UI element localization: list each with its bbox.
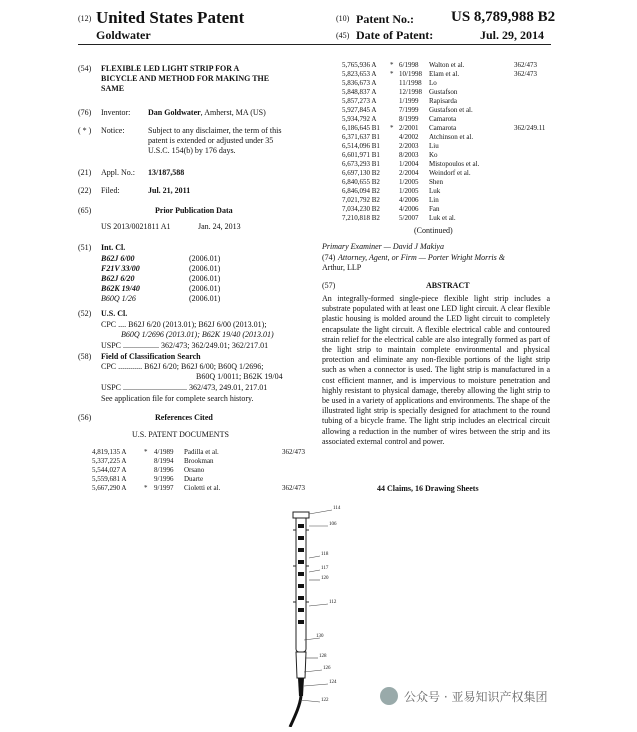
ref-label: 117 (321, 566, 329, 571)
int-cl-code: B62K 19/40 (101, 284, 140, 293)
cited-date: 10/1998 (399, 70, 422, 78)
inid-52: (52) (78, 309, 92, 318)
cited-star (390, 133, 399, 142)
cited-row (342, 196, 557, 205)
primary-examiner: Primary Examiner — David J Makiya (322, 242, 444, 251)
cited-name: Walton et al. (429, 61, 465, 69)
cited-row (342, 97, 557, 106)
attorney-line: Arthur, LLP (322, 263, 362, 272)
ref-label: 126 (323, 666, 331, 671)
abstract-title: ABSTRACT (426, 281, 470, 290)
cited-date: 4/2006 (399, 196, 419, 204)
watermark-text: 公众号 · 亚易知识产权集团 (404, 689, 548, 704)
field-search-heading: Field of Classification Search (101, 352, 201, 361)
cited-no: 6,673,293 B1 (342, 160, 380, 168)
cited-date: 4/2006 (399, 205, 419, 213)
cited-no: 5,667,290 A (92, 484, 127, 492)
invention-title-line: SAME (101, 84, 125, 93)
cited-row (342, 160, 557, 169)
cited-name: Brookman (184, 457, 214, 465)
int-cl-version: (2006.01) (189, 294, 221, 303)
ref-label: 128 (319, 654, 327, 659)
cited-date: 4/1989 (154, 448, 174, 456)
inid-54: (54) (78, 64, 92, 73)
inid-58: (58) (78, 352, 92, 361)
cited-no: 6,697,130 B2 (342, 169, 380, 177)
int-cl-row (101, 294, 261, 304)
cited-name: Ko (429, 151, 438, 159)
int-cl-code: F21V 33/00 (101, 264, 140, 273)
cited-class: 362/249.11 (514, 124, 546, 132)
light-strip-figure (260, 500, 380, 727)
int-cl-code: B62J 6/20 (101, 274, 135, 283)
cited-name: Rapisarda (429, 97, 457, 105)
cited-row (342, 124, 557, 133)
int-cl-row (101, 284, 261, 294)
cited-no: 6,601,971 B1 (342, 151, 380, 159)
cited-row (342, 61, 557, 70)
inventor-field (148, 108, 266, 118)
cited-row (342, 88, 557, 97)
us-cl-heading: U.S. Cl. (101, 309, 128, 318)
invention-title-line: FLEXIBLE LED LIGHT STRIP FOR A (101, 64, 240, 73)
cited-star: * (390, 124, 394, 132)
invention-title-line: BICYCLE AND METHOD FOR MAKING THE (101, 74, 270, 83)
cited-no: 5,765,936 A (342, 61, 377, 69)
cited-name: Orsano (184, 466, 205, 474)
cited-no: 6,514,096 B1 (342, 142, 380, 150)
inventor-label: Inventor: (101, 108, 131, 117)
cited-name: Atchinson et al. (429, 133, 474, 141)
invention-title (101, 64, 269, 94)
inid-10: (10) (336, 14, 350, 23)
cited-date: 2/2004 (399, 169, 419, 177)
cited-star (390, 178, 399, 187)
attorney-line: Attorney, Agent, or Firm — Porter Wright Morris & (338, 253, 505, 262)
cited-no: 5,337,225 A (92, 457, 127, 465)
inventor-name: Dan Goldwater (148, 108, 201, 117)
int-cl-version: (2006.01) (189, 284, 221, 293)
cited-date: 8/1996 (154, 466, 174, 474)
patent-no-label: Patent No.: (356, 12, 414, 26)
inid-notice: ( * ) (78, 126, 92, 135)
cited-no: 6,371,637 B1 (342, 133, 380, 141)
led (298, 584, 304, 588)
cited-name: Luk (429, 187, 441, 195)
cited-row (342, 214, 557, 223)
notice-line: Subject to any disclaimer, the term of this (148, 126, 282, 135)
int-cl-row (101, 274, 261, 284)
ref-label: 112 (329, 600, 337, 605)
claims-summary: 44 Claims, 16 Drawing Sheets (377, 484, 479, 493)
cited-star (390, 169, 399, 178)
cited-row (342, 70, 557, 79)
prior-pub-date: Jan. 24, 2013 (198, 222, 241, 231)
cited-no: 5,848,837 A (342, 88, 377, 96)
cited-date: 1/2005 (399, 187, 419, 195)
cited-no: 5,559,681 A (92, 475, 127, 483)
cited-date: 2/2001 (399, 124, 419, 132)
cited-name: Lo (429, 79, 437, 87)
cited-name: Duarte (184, 475, 204, 483)
inid-22: (22) (78, 186, 92, 195)
cited-date: 8/2003 (399, 151, 419, 159)
wechat-logo-icon (380, 687, 398, 705)
field-search-line: See application file for complete search history. (101, 394, 254, 403)
filed-date: Jul. 21, 2011 (148, 186, 191, 195)
cited-no: 7,034,230 B2 (342, 205, 380, 213)
cited-no: 5,544,027 A (92, 466, 127, 474)
cited-no: 5,823,653 A (342, 70, 377, 78)
cited-list-left (92, 448, 312, 493)
led (298, 524, 304, 528)
cited-name: Lin (429, 196, 439, 204)
cited-row (92, 448, 312, 457)
cited-class: 362/473 (282, 484, 305, 492)
cited-star (390, 88, 399, 97)
cited-date: 11/1998 (399, 79, 422, 87)
cited-date: 9/1997 (154, 484, 174, 492)
led (298, 572, 304, 576)
cited-name: Shen (429, 178, 443, 186)
cited-date: 8/1999 (399, 115, 419, 123)
cited-name: Cioletti et al. (184, 484, 221, 492)
inid-21: (21) (78, 168, 92, 177)
cited-row (342, 205, 557, 214)
cited-date: 8/1994 (154, 457, 174, 465)
refs-heading: References Cited (155, 413, 213, 422)
notice-text (148, 126, 281, 156)
led (298, 596, 304, 600)
cited-star (390, 214, 399, 223)
led (298, 536, 304, 540)
cited-row (92, 457, 312, 466)
cited-star (144, 466, 154, 475)
cited-no: 7,021,792 B2 (342, 196, 380, 204)
int-cl-heading: Int. Cl. (101, 243, 126, 252)
strain-relief (296, 652, 306, 678)
cited-row (342, 115, 557, 124)
cited-no: 7,210,818 B2 (342, 214, 380, 222)
strip-housing (296, 512, 306, 652)
cited-no: 6,840,655 B2 (342, 178, 380, 186)
cited-name: Camarota (429, 124, 457, 132)
int-cl-code: B62J 6/00 (101, 254, 135, 263)
int-cl-table (101, 254, 261, 304)
cited-star (390, 97, 399, 106)
inid-74: (74) (322, 253, 336, 262)
cpc-line: CPC .... B62J 6/20 (2013.01); B62J 6/00 (2013.01); (101, 320, 267, 329)
led-elements (298, 524, 304, 624)
inid-65: (65) (78, 206, 92, 215)
cited-no: 5,927,845 A (342, 106, 377, 114)
cited-star (390, 106, 399, 115)
notice-line: U.S.C. 154(b) by 176 days. (148, 146, 236, 155)
cited-star: * (144, 448, 148, 456)
prior-pub-heading: Prior Publication Data (155, 206, 233, 215)
cited-star (144, 457, 154, 466)
inid-45: (45) (336, 31, 350, 40)
cited-row (342, 79, 557, 88)
int-cl-code: B60Q 1/26 (101, 294, 136, 303)
cited-name: Camarota (429, 115, 457, 123)
cited-name: Mistopoulos et al. (429, 160, 480, 168)
int-cl-version: (2006.01) (189, 254, 221, 263)
cited-date: 5/2007 (399, 214, 419, 222)
led (298, 560, 304, 564)
cited-list-right (342, 61, 557, 223)
cited-date: 2/2003 (399, 142, 419, 150)
cited-name: Gustafson (429, 88, 458, 96)
continued-note: (Continued) (414, 226, 453, 235)
cited-row (92, 475, 312, 484)
cited-row (342, 106, 557, 115)
cited-no: 6,186,645 B1 (342, 124, 380, 132)
cited-class: 362/473 (514, 61, 537, 69)
cited-row (342, 178, 557, 187)
electrical-cable (290, 696, 301, 727)
cited-row (342, 169, 557, 178)
inid-12: (12) (78, 14, 92, 23)
led (298, 620, 304, 624)
cited-star (390, 151, 399, 160)
cited-star (390, 196, 399, 205)
cited-name: Elam et al. (429, 70, 460, 78)
cited-name: Weindorf et al. (429, 169, 471, 177)
ref-label: 120 (321, 576, 329, 581)
cited-star (390, 79, 399, 88)
uspc-line: USPC .................. 362/473; 362/249.01; 362/217.01 (101, 341, 269, 350)
cited-no: 5,934,792 A (342, 115, 377, 123)
cited-date: 1/2004 (399, 160, 419, 168)
cited-row (92, 484, 312, 493)
led (298, 548, 304, 552)
cited-name: Padilla et al. (184, 448, 219, 456)
cited-class: 362/473 (282, 448, 305, 456)
cited-date: 6/1998 (399, 61, 419, 69)
field-search-line: CPC ............ B62J 6/20; B62J 6/00; B60Q 1/2696; (101, 362, 264, 371)
cpc-line: B60Q 1/2696 (2013.01); B62K 19/40 (2013.01) (121, 330, 274, 339)
cited-no: 4,819,135 A (92, 448, 127, 456)
ref-label: 114 (333, 506, 341, 511)
appl-no: 13/187,588 (148, 168, 185, 177)
us-patent-docs-heading: U.S. PATENT DOCUMENTS (132, 430, 229, 439)
abstract-text: An integrally-formed single-piece flexible light strip includes a substrate populated with at least one LED light circuit. A clear flexible plastic housing is molded around the LED light circuit to completely encapsulate the light circuit. A flexible electrical cable and contoured strain relief for the electrical cable are also integrally formed as part of the light strip to maintain complete environmental and physical protection and eliminate any non-flexible portions of the light strip such as when a connector is used. The light strip is manufactured in a cost efficient manner, and is impervious to moisture penetration and highly resistant to physical damage, thereby allowing the light strip to be used in a variety of applications and environments. The shape of the illustrated light strip is specially designed for attachment to the round tubing of a bicycle frame. The light strip includes an electrical circuit allowing a reduction in the number of wires between the strip and its associated external control and power. (322, 294, 550, 446)
patent-drawing (260, 500, 380, 727)
cited-star (390, 205, 399, 214)
ref-label: 124 (329, 680, 337, 685)
cited-row (342, 187, 557, 196)
cited-name: Luk et al. (429, 214, 456, 222)
cited-star (390, 115, 399, 124)
cited-name: Liu (429, 142, 439, 150)
cited-row (342, 151, 557, 160)
int-cl-version: (2006.01) (189, 264, 221, 273)
cited-star: * (144, 484, 148, 492)
wechat-watermark (380, 687, 547, 705)
inventor-short: Goldwater (96, 28, 151, 42)
cited-star (390, 187, 399, 196)
cited-star (390, 160, 399, 169)
cited-no: 5,857,273 A (342, 97, 377, 105)
cited-star (144, 475, 154, 484)
ref-label: 106 (329, 522, 337, 527)
cable-sleeve (298, 678, 304, 696)
cited-row (342, 142, 557, 151)
inid-56: (56) (78, 413, 92, 422)
patent-type-title: United States Patent (96, 8, 245, 27)
cited-star (390, 142, 399, 151)
cited-star: * (390, 70, 394, 78)
int-cl-row (101, 254, 261, 264)
filed-label: Filed: (101, 186, 120, 195)
cited-no: 5,836,673 A (342, 79, 377, 87)
cited-name: Gustafson et al. (429, 106, 473, 114)
field-search-line: USPC ................................ 362/473, 249.01, 217.01 (101, 383, 268, 392)
notice-line: patent is extended or adjusted under 35 (148, 136, 274, 145)
date-of-patent: Jul. 29, 2014 (480, 28, 545, 42)
cited-date: 7/1999 (399, 106, 419, 114)
cited-class: 362/473 (514, 70, 537, 78)
cited-date: 1/2005 (399, 178, 419, 186)
cited-row (342, 133, 557, 142)
ref-label: 122 (321, 698, 329, 703)
cited-no: 6,846,094 B2 (342, 187, 380, 195)
inid-76: (76) (78, 108, 92, 117)
cited-row (92, 466, 312, 475)
cited-date: 1/1999 (399, 97, 419, 105)
cited-name: Fan (429, 205, 440, 213)
appl-no-label: Appl. No.: (101, 168, 135, 177)
date-of-patent-label: Date of Patent: (356, 28, 434, 42)
inid-51: (51) (78, 243, 92, 252)
strip-end-cap (293, 512, 309, 518)
notice-label: Notice: (101, 126, 125, 135)
header-rule (78, 44, 551, 45)
ref-label: 118 (321, 552, 329, 557)
cited-date: 9/1996 (154, 475, 174, 483)
inventor-location: , Amherst, MA (US) (200, 108, 266, 117)
led (298, 608, 304, 612)
field-search-line: B60Q 1/0011; B62K 19/04 (196, 372, 283, 381)
cited-star: * (390, 61, 394, 69)
ref-label: 130 (316, 634, 324, 639)
int-cl-row (101, 264, 261, 274)
cited-date: 12/1998 (399, 88, 422, 96)
inid-57: (57) (322, 281, 336, 290)
cited-date: 4/2002 (399, 133, 419, 141)
prior-pub-number: US 2013/0021811 A1 (101, 222, 171, 231)
int-cl-version: (2006.01) (189, 274, 221, 283)
patent-number: US 8,789,988 B2 (451, 9, 556, 25)
